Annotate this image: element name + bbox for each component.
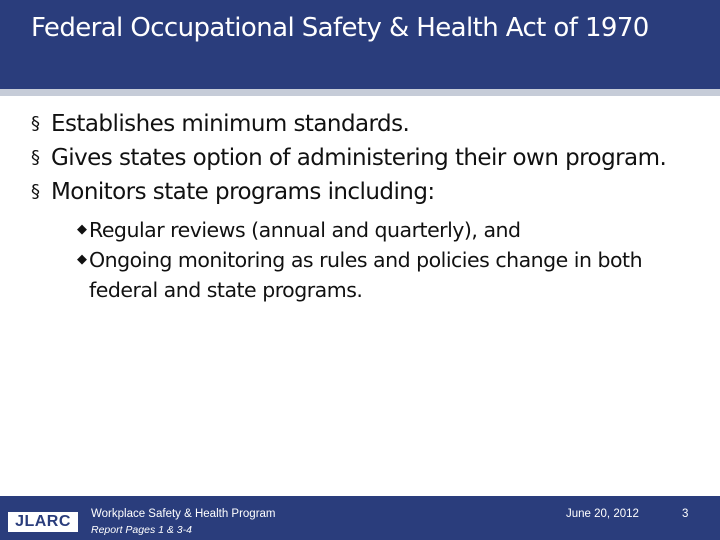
diamond-bullet-icon: ◆	[77, 252, 87, 267]
square-bullet-icon: §	[31, 113, 40, 134]
bullet-text: Establishes minimum standards.	[51, 111, 410, 137]
bullet-text: Gives states option of administering their own program.	[51, 145, 667, 171]
diamond-bullet-icon: ◆	[77, 222, 87, 237]
footer-title: Workplace Safety & Health Program	[91, 508, 276, 520]
slide-title: Federal Occupational Safety & Health Act of 1970	[31, 13, 649, 43]
title-divider	[0, 89, 720, 96]
footer-bar	[0, 496, 720, 540]
bullet-item	[31, 141, 701, 175]
square-bullet-icon: §	[31, 147, 40, 168]
sub-bullet-text: Ongoing monitoring as rules and policies change in both federal and state programs.	[89, 248, 643, 302]
footer-date: June 20, 2012	[566, 508, 639, 520]
page-number: 3	[682, 508, 689, 520]
bullet-item	[31, 175, 701, 209]
bullet-item	[31, 107, 701, 141]
sub-bullet-item	[77, 215, 701, 245]
bullet-text: Monitors state programs including:	[51, 179, 435, 205]
jlarc-logo: JLARC	[8, 512, 78, 532]
title-bar	[0, 0, 720, 89]
sub-bullet-text: Regular reviews (annual and quarterly), and	[89, 218, 521, 242]
square-bullet-icon: §	[31, 181, 40, 202]
footer-subtitle: Report Pages 1 & 3-4	[91, 524, 192, 536]
sub-bullet-item	[77, 245, 701, 305]
slide-content	[31, 107, 701, 305]
